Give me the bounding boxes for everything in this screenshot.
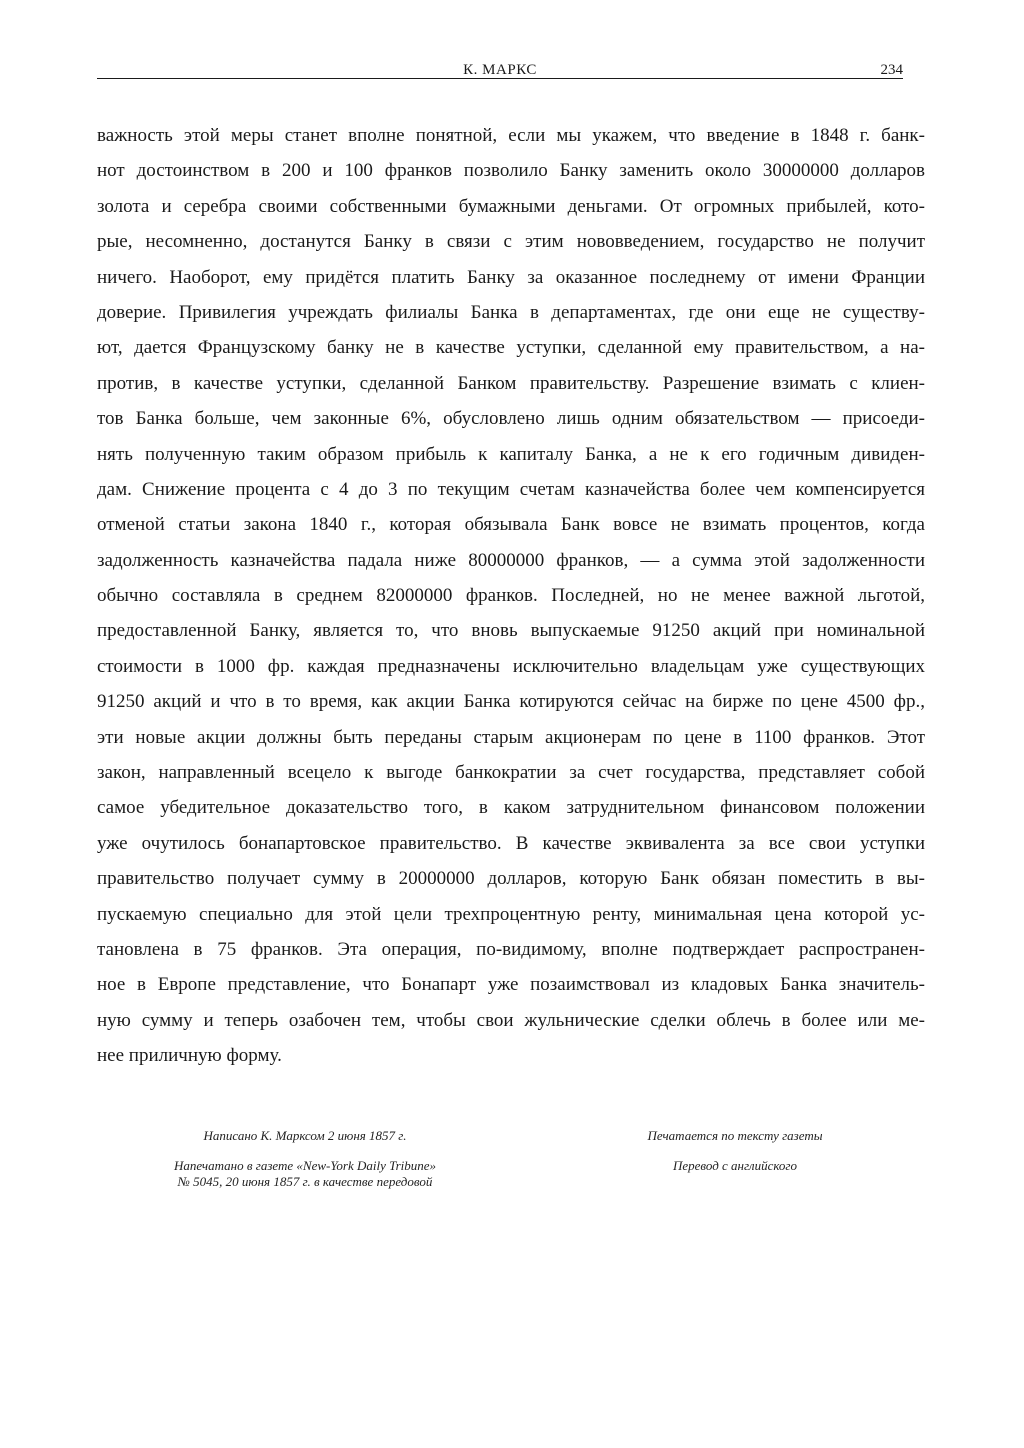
body-line: ничего. Наоборот, ему придётся платить Банку за оказанное последнему от имени Франции xyxy=(97,266,925,288)
running-header xyxy=(97,62,903,79)
translation-note: Перевод с английского xyxy=(672,1158,798,1173)
body-line: предоставленной Банку, является то, что вновь выпускаемые 91250 акций при номинальной xyxy=(97,620,925,642)
body-line: обычно составляла в среднем 82000000 франков. Последней, но не менее важной льготой, xyxy=(97,585,925,607)
body-line: ное в Европе представление, что Бонапарт уже позаимствовал из кладовых Банка значитель- xyxy=(97,974,925,996)
body-line: доверие. Привилегия учреждать филиалы Банка в департаментах, где они еще не существу- xyxy=(97,301,925,323)
body-line: рые, несомненно, достанутся Банку в связи с этим нововведением, государство не получит xyxy=(97,231,925,253)
body-line: стоимости в 1000 фр. каждая предназначены исключительно владельцам уже существующих xyxy=(97,655,925,677)
body-line: самое убедительное доказательство того, в каком затруднительном финансовом положении xyxy=(97,797,925,819)
body-line: отменой статьи закона 1840 г., которая обязывала Банк вовсе не взимать процентов, когда xyxy=(97,514,925,536)
body-line: пускаемую специально для этой цели трехпроцентную ренту, минимальная цена которой ус- xyxy=(97,903,925,925)
body-text xyxy=(97,118,925,1074)
body-line: тановлена в 75 франков. Эта операция, по-видимому, вполне подтверждает распространен- xyxy=(97,938,925,960)
body-line: ют, дается Французскому банку не в качестве уступки, сделанной ему правительством, а на- xyxy=(97,337,925,359)
body-line-last: нее приличную форму. xyxy=(97,1045,282,1067)
body-line: тов Банка больше, чем законные 6%, обусловлено лишь одним обязательством — присоеди- xyxy=(97,408,925,430)
written-note: Написано К. Марксом 2 июня 1857 г. xyxy=(203,1128,407,1143)
body-line: нот достоинством в 200 и 100 франков позволило Банку заменить около 30000000 долларов xyxy=(97,160,925,182)
header-author: К. МАРКС xyxy=(463,62,537,78)
body-line: 91250 акций и что в то время, как акции Банка котируются сейчас на бирже по цене 4500 фр., xyxy=(97,691,925,713)
colophon-right xyxy=(555,1128,915,1174)
published-note-line1: Напечатано в газете «New-York Daily Tribune» xyxy=(173,1158,437,1173)
body-line: ную сумму и теперь озабочен тем, чтобы свои жульнические сделки облечь в более или ме- xyxy=(97,1009,925,1031)
body-line: важность этой меры станет вполне понятной, если мы укажем, что введение в 1848 г. банк- xyxy=(97,125,925,146)
body-line: дам. Снижение процента с 4 до 3 по текущим счетам казначейства более чем компенсируется xyxy=(97,478,925,500)
body-line: нять полученную таким образом прибыль к капиталу Банка, а не к его годичным дивиден- xyxy=(97,443,925,465)
body-line: золота и серебра своими собственными бумажными деньгами. От огромных прибылей, кото- xyxy=(97,195,925,217)
source-note: Печатается по тексту газеты xyxy=(647,1128,823,1143)
colophon-left xyxy=(130,1128,480,1190)
body-line: уже очутилось бонапартовское правительство. В качестве эквивалента за все свои уступки xyxy=(97,832,925,854)
body-line: правительство получает сумму в 20000000 долларов, которую Банк обязан поместить в вы- xyxy=(97,868,925,890)
body-line: эти новые акции должны быть переданы старым акционерам по цене в 1100 франков. Этот xyxy=(97,726,925,748)
body-line: закон, направленный всецело к выгоде банкократии за счет государства, представляет собой xyxy=(97,762,925,784)
body-line: задолженность казначейства падала ниже 80000000 франков, — а сумма этой задолженности xyxy=(97,549,925,571)
body-line: против, в качестве уступки, сделанной Банком правительству. Разрешение взимать с клиен- xyxy=(97,372,925,394)
page-number: 234 xyxy=(880,62,903,78)
published-note-line2: № 5045, 20 июня 1857 г. в качестве передовой xyxy=(177,1174,433,1189)
